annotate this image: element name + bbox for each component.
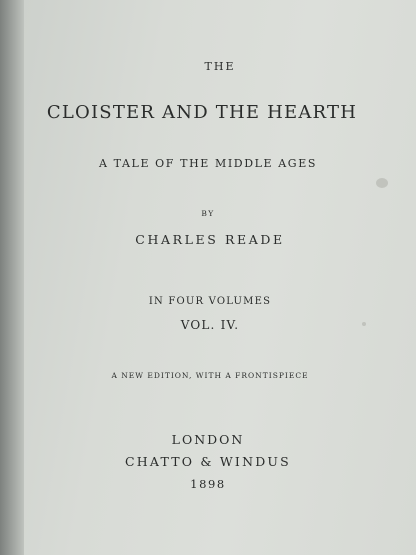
book-gutter	[0, 0, 24, 555]
author-name: CHARLES READE	[135, 232, 285, 247]
book-subtitle: A TALE OF THE MIDDLE AGES	[99, 157, 317, 170]
title-page	[24, 0, 416, 555]
foxing-spot	[376, 178, 388, 188]
publication-city: LONDON	[171, 432, 245, 447]
volume-count: IN FOUR VOLUMES	[148, 296, 272, 307]
publisher-name: CHATTO & WINDUS	[125, 454, 291, 469]
publication-year: 1898	[190, 477, 226, 491]
by-line: BY	[201, 209, 215, 218]
volume-number: VOL. IV.	[180, 318, 240, 332]
book-title: CLOISTER AND THE HEARTH	[46, 102, 358, 123]
edition-note: A NEW EDITION, WITH A FRONTISPIECE	[111, 371, 309, 380]
title-article: THE	[204, 60, 236, 73]
